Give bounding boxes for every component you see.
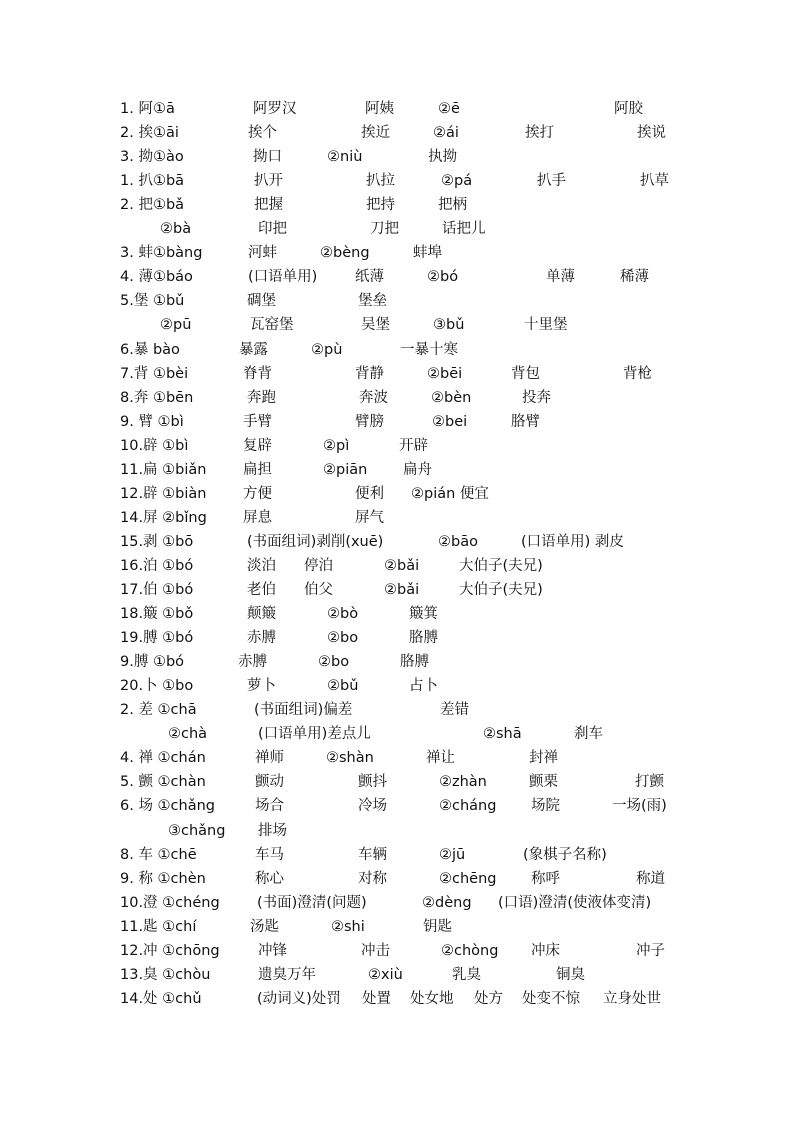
entry-word: 场院 <box>531 798 560 814</box>
entry-word: ②jū <box>439 847 466 863</box>
entry-word: 背包 <box>511 366 540 382</box>
entry-word: (象棋子名称) <box>523 847 607 863</box>
entry-word: ②bèng <box>320 245 370 261</box>
entry-word: ②bǎi <box>384 558 420 574</box>
entry-word: 处女地 <box>410 991 454 1007</box>
entry-word: 停泊 <box>304 558 333 574</box>
entry-word: 差错 <box>440 702 469 718</box>
entry-word: 冲床 <box>531 943 560 959</box>
entry-head: 2. 把①bǎ <box>120 197 185 213</box>
entry-word: 颤动 <box>255 774 284 790</box>
entry-word: 一暴十寒 <box>400 342 458 358</box>
entry-word: 蚌埠 <box>413 245 442 261</box>
entry-row <box>0 627 794 649</box>
entry-word: 稀薄 <box>620 269 649 285</box>
entry-word: 扒手 <box>537 173 566 189</box>
entry-word: ②bo <box>318 654 350 670</box>
entry-word: ②piān <box>323 462 368 478</box>
entry-word: 冲子 <box>636 943 665 959</box>
entry-head: 12.冲 ①chōng <box>120 943 220 959</box>
entry-word: 称呼 <box>531 871 560 887</box>
entry-word: 一场(雨) <box>612 798 667 814</box>
entry-word: 冲锋 <box>258 943 287 959</box>
entry-row <box>0 98 794 120</box>
entry-word: ②chēng <box>439 871 497 887</box>
entry-row <box>0 146 794 168</box>
entry-head: 5.堡 ①bǔ <box>120 293 185 309</box>
entry-head: 15.剥 ①bō <box>120 534 194 550</box>
entry-word: 暴露 <box>239 342 268 358</box>
entry-word: 称道 <box>636 871 665 887</box>
entry-word: 奔波 <box>359 390 388 406</box>
entry-row <box>0 170 794 192</box>
entry-word: 挨近 <box>361 125 390 141</box>
entry-word: 汤匙 <box>250 919 279 935</box>
entry-word: 胳臂 <box>511 414 540 430</box>
entry-word: 便利 <box>355 486 384 502</box>
entry-head: 9.膊 ①bó <box>120 654 185 670</box>
entry-word: (口语单用) <box>248 269 318 285</box>
entry-head: 8.奔 ①bēn <box>120 390 194 406</box>
entry-word: 扒拉 <box>366 173 395 189</box>
entry-word: ②cháng <box>439 798 497 814</box>
entry-word: 赤膊 <box>247 630 276 646</box>
entry-word: 大伯子(夫兄) <box>459 582 543 598</box>
entry-word: 扁舟 <box>403 462 432 478</box>
entry-word: ②niù <box>327 149 363 165</box>
entry-row <box>0 940 794 962</box>
entry-word: ②shàn <box>326 750 374 766</box>
entry-row <box>0 290 794 312</box>
entry-head: 14.屏 ②bǐng <box>120 510 207 526</box>
entry-word: (动词义)处罚 <box>257 991 341 1007</box>
entry-head: 10.澄 ①chéng <box>120 895 220 911</box>
entry-head: 9. 称 ①chèn <box>120 871 206 887</box>
entry-word: ③bǔ <box>433 317 465 333</box>
entry-row <box>0 916 794 938</box>
entry-row <box>0 242 794 264</box>
entry-word: 瓦窑堡 <box>250 317 294 333</box>
entry-word: ②bǔ <box>327 678 359 694</box>
entry-head: 6.暴 bào <box>120 342 180 358</box>
entry-head: ②pū <box>160 317 192 333</box>
entry-row <box>0 411 794 433</box>
entry-word: 挨打 <box>525 125 554 141</box>
entry-head: 14.处 ①chǔ <box>120 991 202 1007</box>
entry-head: 20.卜 ①bo <box>120 678 194 694</box>
entry-head: 17.伯 ①bó <box>120 582 194 598</box>
entry-row <box>0 339 794 361</box>
entry-row <box>0 579 794 601</box>
entry-word: 禅师 <box>255 750 284 766</box>
entry-word: 伯父 <box>304 582 333 598</box>
entry-row <box>0 555 794 577</box>
entry-word: ②bèn <box>431 390 472 406</box>
entry-word: 纸薄 <box>355 269 384 285</box>
entry-row <box>0 868 794 890</box>
entry-word: 投奔 <box>522 390 551 406</box>
entry-word: ②bǎi <box>384 582 420 598</box>
entry-word: 碉堡 <box>247 293 276 309</box>
entry-head: 11.匙 ①chí <box>120 919 197 935</box>
entry-word: (书面组词)剥削(xuē) <box>247 534 384 550</box>
entry-row <box>0 964 794 986</box>
entry-word: ②chòng <box>441 943 499 959</box>
entry-word: ②bēi <box>427 366 463 382</box>
entry-row <box>0 218 794 240</box>
entry-row <box>0 122 794 144</box>
entry-word: 立身处世 <box>603 991 661 1007</box>
entry-word: 屏气 <box>355 510 384 526</box>
entry-row <box>0 603 794 625</box>
entry-head: 5. 颤 ①chàn <box>120 774 206 790</box>
entry-head: 12.辟 ①biàn <box>120 486 207 502</box>
entry-row <box>0 363 794 385</box>
entry-word: 阿胶 <box>614 101 643 117</box>
entry-row <box>0 651 794 673</box>
entry-word: ②shi <box>331 919 365 935</box>
entry-head: 2. 挨①āi <box>120 125 179 141</box>
entry-word: ②ái <box>433 125 459 141</box>
entry-word: 拗口 <box>253 149 282 165</box>
entry-word: (口语单用) 剥皮 <box>521 534 624 550</box>
entry-word: 赤膊 <box>238 654 267 670</box>
entry-word: 车马 <box>255 847 284 863</box>
entry-head: 16.泊 ①bó <box>120 558 194 574</box>
entry-row <box>0 314 794 336</box>
entry-row <box>0 675 794 697</box>
entry-head: ②bà <box>160 221 192 237</box>
entry-word: 老伯 <box>247 582 276 598</box>
entry-word: 奔跑 <box>247 390 276 406</box>
entry-word: 屏息 <box>243 510 272 526</box>
entry-word: 把持 <box>366 197 395 213</box>
entry-word: 阿罗汉 <box>253 101 297 117</box>
entry-word: (书面组词)偏差 <box>254 702 353 718</box>
entry-word: 刀把 <box>370 221 399 237</box>
entry-word: ②bo <box>327 630 359 646</box>
entry-word: 冷场 <box>358 798 387 814</box>
entry-row <box>0 820 794 842</box>
entry-word: ②zhàn <box>439 774 487 790</box>
entry-head: 1. 扒①bā <box>120 173 185 189</box>
entry-word: (书面)澄清(问题) <box>257 895 367 911</box>
entry-word: 处置 <box>362 991 391 1007</box>
entry-word: 遗臭万年 <box>258 967 316 983</box>
entry-word: 背静 <box>355 366 384 382</box>
entry-word: 背枪 <box>623 366 652 382</box>
entry-word: 河蚌 <box>248 245 277 261</box>
entry-row <box>0 747 794 769</box>
entry-word: ②bāo <box>438 534 478 550</box>
entry-word: (口语)澄清(使液体变清) <box>498 895 652 911</box>
entry-row <box>0 844 794 866</box>
entry-word: 挨个 <box>248 125 277 141</box>
entry-row <box>0 194 794 216</box>
entry-word: ②pù <box>311 342 343 358</box>
entry-word: 把握 <box>254 197 283 213</box>
entry-word: 钥匙 <box>423 919 452 935</box>
entry-head: 11.扁 ①biǎn <box>120 462 207 478</box>
entry-word: 乳臭 <box>452 967 481 983</box>
entry-word: 萝卜 <box>247 678 276 694</box>
entry-word: 臂膀 <box>355 414 384 430</box>
entry-row <box>0 723 794 745</box>
entry-head: 2. 差 ①chā <box>120 702 197 718</box>
entry-word: 禅让 <box>426 750 455 766</box>
entry-head: 3. 蚌①bàng <box>120 245 203 261</box>
entry-row <box>0 699 794 721</box>
entry-word: ②pián 便宜 <box>411 486 489 502</box>
entry-row <box>0 387 794 409</box>
entry-word: 刹车 <box>574 726 603 742</box>
entry-word: 簸箕 <box>409 606 438 622</box>
entry-head: 4. 薄①báo <box>120 269 193 285</box>
entry-word: 单薄 <box>546 269 575 285</box>
entry-word: 扒开 <box>254 173 283 189</box>
entry-word: 复辟 <box>243 438 272 454</box>
entry-word: 处变不惊 <box>522 991 580 1007</box>
entry-word: 扁担 <box>243 462 272 478</box>
entry-word: 胳膊 <box>400 654 429 670</box>
entry-word: ②shā <box>483 726 522 742</box>
entry-head: 9. 臂 ①bì <box>120 414 184 430</box>
entry-word: ②bó <box>427 269 459 285</box>
entry-word: 开辟 <box>399 438 428 454</box>
entry-word: (口语单用)差点儿 <box>258 726 371 742</box>
entry-word: 排场 <box>258 823 287 839</box>
entry-word: 场合 <box>255 798 284 814</box>
entry-word: 颠簸 <box>247 606 276 622</box>
entry-head: 6. 场 ①chǎng <box>120 798 215 814</box>
entry-word: 颤栗 <box>529 774 558 790</box>
entry-word: 方便 <box>243 486 272 502</box>
entry-row <box>0 892 794 914</box>
entry-row <box>0 266 794 288</box>
entry-row <box>0 795 794 817</box>
entry-head: 13.臭 ①chòu <box>120 967 211 983</box>
entry-word: 封禅 <box>529 750 558 766</box>
entry-word: 对称 <box>358 871 387 887</box>
entry-head: 8. 车 ①chē <box>120 847 197 863</box>
entry-head: 19.膊 ①bó <box>120 630 194 646</box>
entry-word: ②dèng <box>422 895 472 911</box>
entry-word: 颤抖 <box>358 774 387 790</box>
entry-word: ②bei <box>432 414 468 430</box>
entry-word: 把柄 <box>438 197 467 213</box>
entry-word: 冲击 <box>361 943 390 959</box>
entry-word: 胳膊 <box>409 630 438 646</box>
entry-word: 称心 <box>255 871 284 887</box>
entry-word: 淡泊 <box>247 558 276 574</box>
entry-head: 18.簸 ①bǒ <box>120 606 194 622</box>
entry-word: 扒草 <box>640 173 669 189</box>
entry-word: 大伯子(夫兄) <box>459 558 543 574</box>
entry-word: 执拗 <box>428 149 457 165</box>
entry-row <box>0 459 794 481</box>
entry-row <box>0 435 794 457</box>
entry-word: 铜臭 <box>556 967 585 983</box>
entry-head: 10.辟 ①bì <box>120 438 189 454</box>
entry-word: ②pá <box>441 173 473 189</box>
entry-head: ②chà <box>168 726 208 742</box>
entry-row <box>0 483 794 505</box>
entry-head: 4. 禅 ①chán <box>120 750 206 766</box>
entry-word: 十里堡 <box>524 317 568 333</box>
entry-word: 堡垒 <box>358 293 387 309</box>
entry-row <box>0 771 794 793</box>
entry-word: ②pì <box>323 438 350 454</box>
entry-word: 手臂 <box>243 414 272 430</box>
entry-word: 打颤 <box>635 774 664 790</box>
entry-word: ②xiù <box>368 967 403 983</box>
entry-word: ②bò <box>327 606 359 622</box>
entry-word: 话把儿 <box>442 221 486 237</box>
entry-head: 3. 拗①ào <box>120 149 184 165</box>
entry-word: 脊背 <box>243 366 272 382</box>
entry-head: ③chǎng <box>168 823 226 839</box>
entry-word: 印把 <box>258 221 287 237</box>
entry-word: 挨说 <box>637 125 666 141</box>
entry-head: 1. 阿①ā <box>120 101 175 117</box>
entry-word: 阿姨 <box>365 101 394 117</box>
entry-word: 占卜 <box>409 678 438 694</box>
entry-row <box>0 531 794 553</box>
entry-row <box>0 988 794 1010</box>
entry-word: 车辆 <box>358 847 387 863</box>
entry-head: 7.背 ①bèi <box>120 366 189 382</box>
entry-word: 处方 <box>474 991 503 1007</box>
entry-word: 吴堡 <box>361 317 390 333</box>
entry-row <box>0 507 794 529</box>
entry-word: ②ē <box>438 101 460 117</box>
